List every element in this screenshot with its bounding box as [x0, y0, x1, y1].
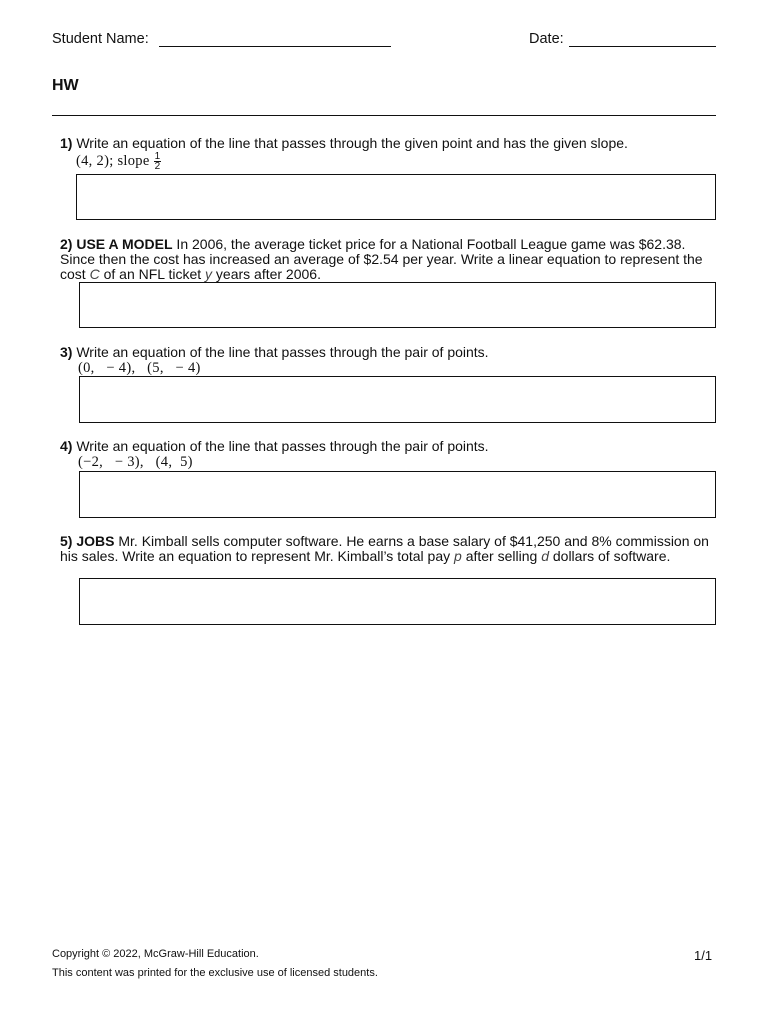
answer-box-2[interactable] [79, 282, 716, 328]
problem-text: Write an equation of the line that passes through the pair of points. [76, 344, 489, 360]
problem-number: 2) [60, 236, 73, 252]
answer-box-3[interactable] [79, 376, 716, 423]
problem-2: 2) USE A MODEL In 2006, the average ticket price for a National Football League game was $62.38. Since then the cost has increased an average of $2.54 per year. Write a linear equation to represent the cost C of an NFL ticket y years after 2006. [60, 236, 703, 282]
answer-box-1[interactable] [76, 174, 716, 220]
problem-text: Write an equation of the line that passes through the pair of points. [76, 438, 489, 454]
student-name-label: Student Name: [52, 31, 149, 47]
problem-math: (4, 2); slope [76, 153, 150, 170]
problem-number: 4) [60, 438, 73, 454]
problem-text: Write an equation of the line that passes through the given point and has the given slope. [76, 135, 628, 151]
worksheet-header [52, 31, 716, 51]
problem-keyword: USE A MODEL [76, 236, 173, 252]
problem-math: (0, − 4), (5, − 4) [78, 360, 201, 376]
copyright-notice: Copyright © 2022, McGraw-Hill Education. [52, 948, 259, 960]
student-name-field[interactable] [159, 46, 391, 47]
variable-c: C [89, 266, 100, 282]
slope-fraction: $\frac{1}{2}$ [154, 151, 161, 172]
license-note: This content was printed for the exclusive use of licensed students. [52, 967, 378, 979]
page-title: HW [52, 77, 79, 94]
problem-4 [60, 439, 720, 470]
problem-text: In 2006, the average ticket price for a National Football League game was $62.38. Since then the cost has increased an average of $2.54 per year. Write a linear equation to represent the cost [60, 236, 703, 282]
problem-1 [60, 136, 720, 171]
problem-number: 5) [60, 533, 73, 549]
problem-keyword: JOBS [76, 533, 115, 549]
problem-math: (−2, − 3), (4, 5) [78, 454, 193, 470]
answer-box-5[interactable] [79, 578, 716, 625]
date-field[interactable] [569, 46, 716, 47]
variable-y: y [205, 266, 213, 282]
variable-d: d [541, 548, 549, 564]
problem-number: 3) [60, 344, 73, 360]
problem-number: 1) [60, 135, 73, 151]
problem-5: 5) JOBS Mr. Kimball sells computer software. He earns a base salary of $41,250 and 8% commission on his sales. Write an equation to represent Mr. Kimball’s total pay p after selling d dollars of software. [60, 533, 709, 564]
problem-3 [60, 345, 720, 376]
date-label: Date: [529, 31, 564, 47]
title-divider [52, 115, 716, 116]
variable-p: p [454, 548, 462, 564]
problem-text: Mr. Kimball sells computer software. He earns a base salary of $41,250 and 8% commission on his sales. Write an equation to represent Mr. Kimball’s total pay [60, 533, 709, 564]
page-number: 1/1 [694, 948, 713, 963]
answer-box-4[interactable] [79, 471, 716, 518]
